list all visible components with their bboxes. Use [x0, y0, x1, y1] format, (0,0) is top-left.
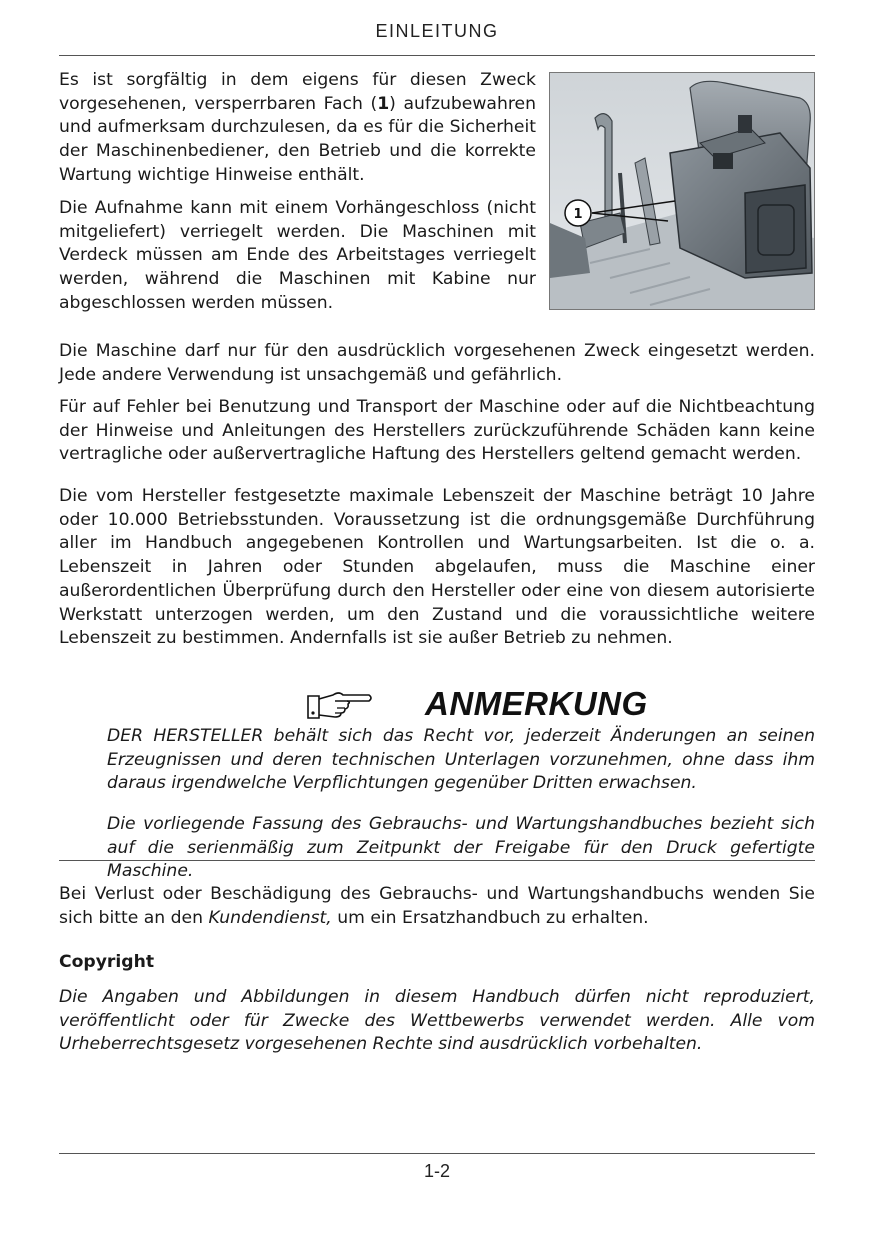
manual-loss-paragraph [59, 883, 815, 930]
loss-text-a: Bei Verlust oder Beschädigung des Gebrauchs- und Wartungshandbuchs wenden Sie sich bitte an den [59, 884, 815, 928]
page-number: 1-2 [423, 1161, 450, 1181]
intro-paragraph-2: Die Aufnahme kann mit einem Vorhängeschloss (nicht mitgeliefert) verriegelt werden. Die Maschinen mit Verdeck müssen am Ende des Arbeitstages verriegelt werden, während die Maschinen mit Kabine nur abgeschlossen werden müssen. [59, 198, 536, 313]
machine-illustration [550, 73, 814, 309]
liability-paragraph: Für auf Fehler bei Benutzung und Transport der Maschine oder auf die Nichtbeachtung der Hinweise und Anleitungen des Herstellers zurückzuführende Schäden kann keine vertragliche oder außervertragliche Haftung des Herstellers geltend gemacht werden. [59, 397, 815, 465]
customer-service-term: Kundendienst, [208, 907, 332, 928]
loss-text-b: um ein Ersatzhandbuch zu erhalten. [331, 907, 649, 928]
header-rule [59, 55, 815, 56]
note-heading [305, 682, 648, 726]
note-title: ANMERKUNG [425, 685, 648, 722]
storage-compartment-figure [549, 72, 815, 310]
pointing-hand-icon [305, 687, 373, 721]
note-bottom-rule [59, 860, 815, 861]
figure-callout-label: 1 [573, 207, 583, 222]
note-paragraph-2: Die vorliegende Fassung des Gebrauchs- und Wartungshandbuches bezieht sich auf die serienmäßig zum Zeitpunkt der Freigabe für den Druck gefertigte Maschine. [107, 814, 815, 882]
intended-use-paragraph: Die Maschine darf nur für den ausdrücklich vorgesehenen Zweck eingesetzt werden. Jede andere Verwendung ist unsachgemäß und gefährlich. [59, 341, 815, 385]
footer-rule [59, 1153, 815, 1154]
intro-p1-text-a: Es ist sorgfältig in dem eigens für diesen Zweck vorgesehenen, versperrbaren Fach ( [59, 70, 536, 114]
page-header-title: EINLEITUNG [375, 21, 499, 41]
lifetime-paragraph: Die vom Hersteller festgesetzte maximale Lebenszeit der Maschine beträgt 10 Jahre oder 10.000 Betriebsstunden. Voraussetzung ist die ordnungsgemäße Durchführung aller im Handbuch angegebenen Kontrollen und Wartungsarbeiten. Ist die o. a. Lebenszeit in Jahren oder Stunden abgelaufen, muss die Maschine einer außerordentlichen Überprüfung durch den Hersteller oder eine von diesem autorisierte Werkstatt unterzogen werden, um den Zustand und die voraussichtliche weitere Lebenszeit zu bestimmen. Andernfalls ist sie außer Betrieb zu nehmen. [59, 486, 815, 649]
copyright-paragraph: Die Angaben und Abbildungen in diesem Handbuch dürfen nicht reproduziert, veröffentlicht oder für Zwecke des Wettbewerbs verwendet werden. Alle vom Urheberrechtsgesetz vorgesehenen Rechte sind ausdrücklich vorbehalten. [59, 987, 815, 1055]
intro-paragraph-1 [59, 69, 536, 188]
copyright-heading: Copyright [59, 952, 155, 972]
intro-p1-text-b: ) aufzubewahren und aufmerksam durchzulesen, da es für die Sicherheit der Maschinenbediener, den Betrieb und die korrekte Wartung wichtige Hinweise enthält. [59, 93, 536, 185]
note-paragraph-1: DER HERSTELLER behält sich das Recht vor, jederzeit Änderungen an seinen Erzeugnissen und deren technischen Unterlagen vorzunehmen, ohne dass ihm daraus irgendwelche Verpflichtungen gegenüber Dritten erwachsen. [107, 726, 815, 794]
intro-p1-ref: 1 [377, 93, 390, 114]
